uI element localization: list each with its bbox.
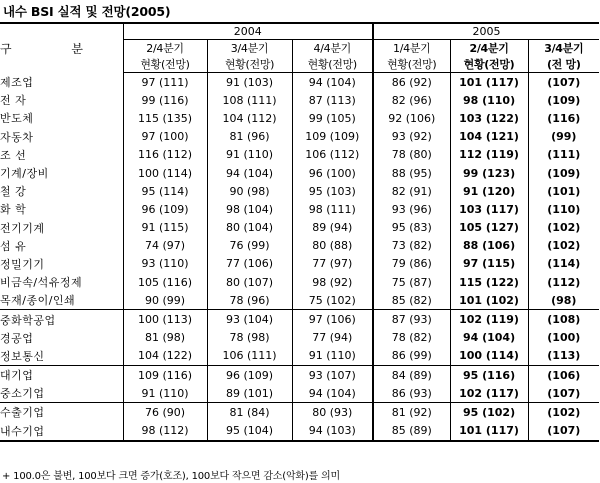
value-cell: 81 (96) — [207, 128, 292, 146]
value-cell: (116) — [528, 109, 599, 127]
table-body — [0, 73, 599, 441]
value-cell: 78 (80) — [373, 146, 450, 164]
table-row — [0, 128, 599, 146]
header-status: (전 망) — [528, 56, 599, 73]
value-cell: (107) — [528, 422, 599, 441]
value-cell: 98 (104) — [207, 200, 292, 218]
value-cell: 94 (104) — [450, 329, 528, 347]
value-cell: 91 (110) — [207, 146, 292, 164]
row-label: 수출기업 — [0, 403, 123, 422]
value-cell: (114) — [528, 255, 599, 273]
bsi-table — [0, 22, 599, 442]
value-cell: 95 (104) — [207, 422, 292, 441]
value-cell: 88 (106) — [450, 237, 528, 255]
header-status: 현황(전망) — [450, 56, 528, 73]
value-cell: 101 (117) — [450, 73, 528, 92]
value-cell: 94 (104) — [207, 164, 292, 182]
value-cell: 96 (109) — [123, 200, 207, 218]
row-label: 중화학공업 — [0, 310, 123, 329]
value-cell: 99 (123) — [450, 164, 528, 182]
table-row — [0, 347, 599, 366]
value-cell: (101) — [528, 182, 599, 200]
value-cell: (109) — [528, 164, 599, 182]
value-cell: 80 (104) — [207, 219, 292, 237]
value-cell: 80 (107) — [207, 273, 292, 291]
value-cell: 91 (103) — [207, 73, 292, 92]
value-cell: 77 (106) — [207, 255, 292, 273]
value-cell: (107) — [528, 384, 599, 403]
value-cell: 100 (114) — [450, 347, 528, 366]
header-quarter: 1/4분기 — [373, 40, 450, 57]
value-cell: 81 (92) — [373, 403, 450, 422]
table-row — [0, 146, 599, 164]
value-cell: 90 (98) — [207, 182, 292, 200]
value-cell: 81 (84) — [207, 403, 292, 422]
value-cell: (102) — [528, 237, 599, 255]
value-cell: 93 (104) — [207, 310, 292, 329]
value-cell: 95 (83) — [373, 219, 450, 237]
value-cell: 90 (99) — [123, 291, 207, 310]
row-label: 전기기계 — [0, 221, 45, 235]
value-cell: 91 (120) — [450, 182, 528, 200]
value-cell: (110) — [528, 200, 599, 218]
value-cell: 109 (109) — [292, 128, 373, 146]
row-label: 정보통신 — [0, 349, 45, 363]
row-label: 목재/종이/인쇄 — [0, 294, 76, 308]
table-row — [0, 366, 599, 385]
value-cell: 94 (103) — [292, 422, 373, 441]
value-cell: 80 (93) — [292, 403, 373, 422]
value-cell: 94 (104) — [292, 384, 373, 403]
value-cell: 100 (114) — [123, 164, 207, 182]
header-quarter: 2/4분기 — [123, 40, 207, 57]
value-cell: 92 (106) — [373, 109, 450, 127]
header-quarter: 2/4분기 — [450, 40, 528, 57]
value-cell: (102) — [528, 403, 599, 422]
value-cell: 91 (110) — [123, 384, 207, 403]
header-row-years — [0, 23, 599, 40]
value-cell: 103 (117) — [450, 200, 528, 218]
row-label: 화 학 — [0, 203, 27, 217]
value-cell: 87 (93) — [373, 310, 450, 329]
value-cell: 109 (116) — [123, 366, 207, 385]
header-status: 현황(전망) — [207, 56, 292, 73]
row-label: 대기업 — [0, 366, 123, 385]
table-row — [0, 164, 599, 182]
row-label: 정밀기기 — [0, 257, 45, 271]
value-cell: 86 (93) — [373, 384, 450, 403]
value-cell: 95 (102) — [450, 403, 528, 422]
value-cell: 115 (122) — [450, 273, 528, 291]
header-status: 현황(전망) — [292, 56, 373, 73]
value-cell: 87 (113) — [292, 91, 373, 109]
value-cell: 81 (98) — [123, 329, 207, 347]
value-cell: 112 (119) — [450, 146, 528, 164]
header-year-2005: 2005 — [373, 23, 599, 40]
header-gubun: 구 분 — [0, 23, 123, 73]
header-status: 현황(전망) — [373, 56, 450, 73]
table-row — [0, 182, 599, 200]
value-cell: 77 (97) — [292, 255, 373, 273]
value-cell: 95 (103) — [292, 182, 373, 200]
value-cell: (111) — [528, 146, 599, 164]
value-cell: 85 (82) — [373, 291, 450, 310]
table-row — [0, 237, 599, 255]
value-cell: 101 (117) — [450, 422, 528, 441]
table-row — [0, 109, 599, 127]
value-cell: 116 (112) — [123, 146, 207, 164]
value-cell: 102 (119) — [450, 310, 528, 329]
value-cell: 75 (102) — [292, 291, 373, 310]
value-cell: 97 (106) — [292, 310, 373, 329]
value-cell: (106) — [528, 366, 599, 385]
value-cell: 104 (122) — [123, 347, 207, 366]
value-cell: 106 (111) — [207, 347, 292, 366]
value-cell: 98 (112) — [123, 422, 207, 441]
value-cell: 115 (135) — [123, 109, 207, 127]
table-row — [0, 200, 599, 218]
value-cell: 95 (114) — [123, 182, 207, 200]
value-cell: 104 (112) — [207, 109, 292, 127]
value-cell: 95 (116) — [450, 366, 528, 385]
value-cell: 98 (111) — [292, 200, 373, 218]
value-cell: 89 (101) — [207, 384, 292, 403]
value-cell: 100 (113) — [123, 310, 207, 329]
table-row — [0, 255, 599, 273]
value-cell: 78 (82) — [373, 329, 450, 347]
value-cell: 91 (115) — [123, 219, 207, 237]
value-cell: 96 (109) — [207, 366, 292, 385]
value-cell: 108 (111) — [207, 91, 292, 109]
row-label: 제조업 — [0, 75, 34, 89]
table-row — [0, 310, 599, 329]
value-cell: (102) — [528, 219, 599, 237]
value-cell: 75 (87) — [373, 273, 450, 291]
value-cell: (112) — [528, 273, 599, 291]
row-label: 자동차 — [0, 130, 34, 144]
value-cell: 105 (116) — [123, 273, 207, 291]
value-cell: (113) — [528, 347, 599, 366]
table-row — [0, 219, 599, 237]
value-cell: 97 (111) — [123, 73, 207, 92]
value-cell: 93 (110) — [123, 255, 207, 273]
header-year-2004: 2004 — [123, 23, 373, 40]
value-cell: 93 (96) — [373, 200, 450, 218]
value-cell: 96 (100) — [292, 164, 373, 182]
table-row — [0, 273, 599, 291]
header-quarter: 3/4분기 — [528, 40, 599, 57]
value-cell: 101 (102) — [450, 291, 528, 310]
value-cell: 93 (92) — [373, 128, 450, 146]
value-cell: 86 (99) — [373, 347, 450, 366]
value-cell: 105 (127) — [450, 219, 528, 237]
value-cell: 91 (110) — [292, 347, 373, 366]
header-quarter: 3/4분기 — [207, 40, 292, 57]
value-cell: 76 (99) — [207, 237, 292, 255]
value-cell: 76 (90) — [123, 403, 207, 422]
value-cell: 78 (96) — [207, 291, 292, 310]
table-row — [0, 422, 599, 441]
row-label: 내수기업 — [0, 422, 123, 441]
value-cell: 93 (107) — [292, 366, 373, 385]
table-row — [0, 291, 599, 310]
row-label: 조 선 — [0, 148, 27, 162]
value-cell: 73 (82) — [373, 237, 450, 255]
value-cell: 103 (122) — [450, 109, 528, 127]
value-cell: 79 (86) — [373, 255, 450, 273]
value-cell: (107) — [528, 73, 599, 92]
row-label: 전 자 — [0, 94, 27, 108]
value-cell: 82 (91) — [373, 182, 450, 200]
value-cell: 98 (110) — [450, 91, 528, 109]
table-row — [0, 384, 599, 403]
value-cell: 97 (115) — [450, 255, 528, 273]
value-cell: 99 (105) — [292, 109, 373, 127]
row-label: 기계/장비 — [0, 167, 49, 181]
value-cell: 85 (89) — [373, 422, 450, 441]
value-cell: 106 (112) — [292, 146, 373, 164]
value-cell: 97 (100) — [123, 128, 207, 146]
value-cell: 84 (89) — [373, 366, 450, 385]
table-row — [0, 73, 599, 92]
table-row — [0, 91, 599, 109]
value-cell: (98) — [528, 291, 599, 310]
value-cell: 82 (96) — [373, 91, 450, 109]
value-cell: 77 (94) — [292, 329, 373, 347]
value-cell: (109) — [528, 91, 599, 109]
row-label: 섬 유 — [0, 239, 27, 253]
value-cell: (100) — [528, 329, 599, 347]
value-cell: 80 (88) — [292, 237, 373, 255]
row-label: 반도체 — [0, 112, 34, 126]
value-cell: 89 (94) — [292, 219, 373, 237]
header-status: 현황(전망) — [123, 56, 207, 73]
value-cell: 86 (92) — [373, 73, 450, 92]
value-cell: 78 (98) — [207, 329, 292, 347]
value-cell: 102 (117) — [450, 384, 528, 403]
row-label: 비금속/석유정제 — [0, 276, 83, 290]
value-cell: 98 (92) — [292, 273, 373, 291]
value-cell: 88 (95) — [373, 164, 450, 182]
row-label: 철 강 — [0, 185, 27, 199]
row-label: 중소기업 — [0, 387, 45, 401]
footnote: + 100.0은 불변, 100보다 크면 증가(호조), 100보다 작으면 감소(악화)를 의미 — [2, 471, 340, 482]
value-cell: 94 (104) — [292, 73, 373, 92]
table-title: 내수 BSI 실적 및 전망(2005) — [3, 4, 171, 19]
value-cell: (108) — [528, 310, 599, 329]
row-label: 경공업 — [0, 331, 34, 345]
value-cell: 104 (121) — [450, 128, 528, 146]
header-quarter: 4/4분기 — [292, 40, 373, 57]
table-row — [0, 329, 599, 347]
table-row — [0, 403, 599, 422]
value-cell: (99) — [528, 128, 599, 146]
value-cell: 74 (97) — [123, 237, 207, 255]
value-cell: 99 (116) — [123, 91, 207, 109]
